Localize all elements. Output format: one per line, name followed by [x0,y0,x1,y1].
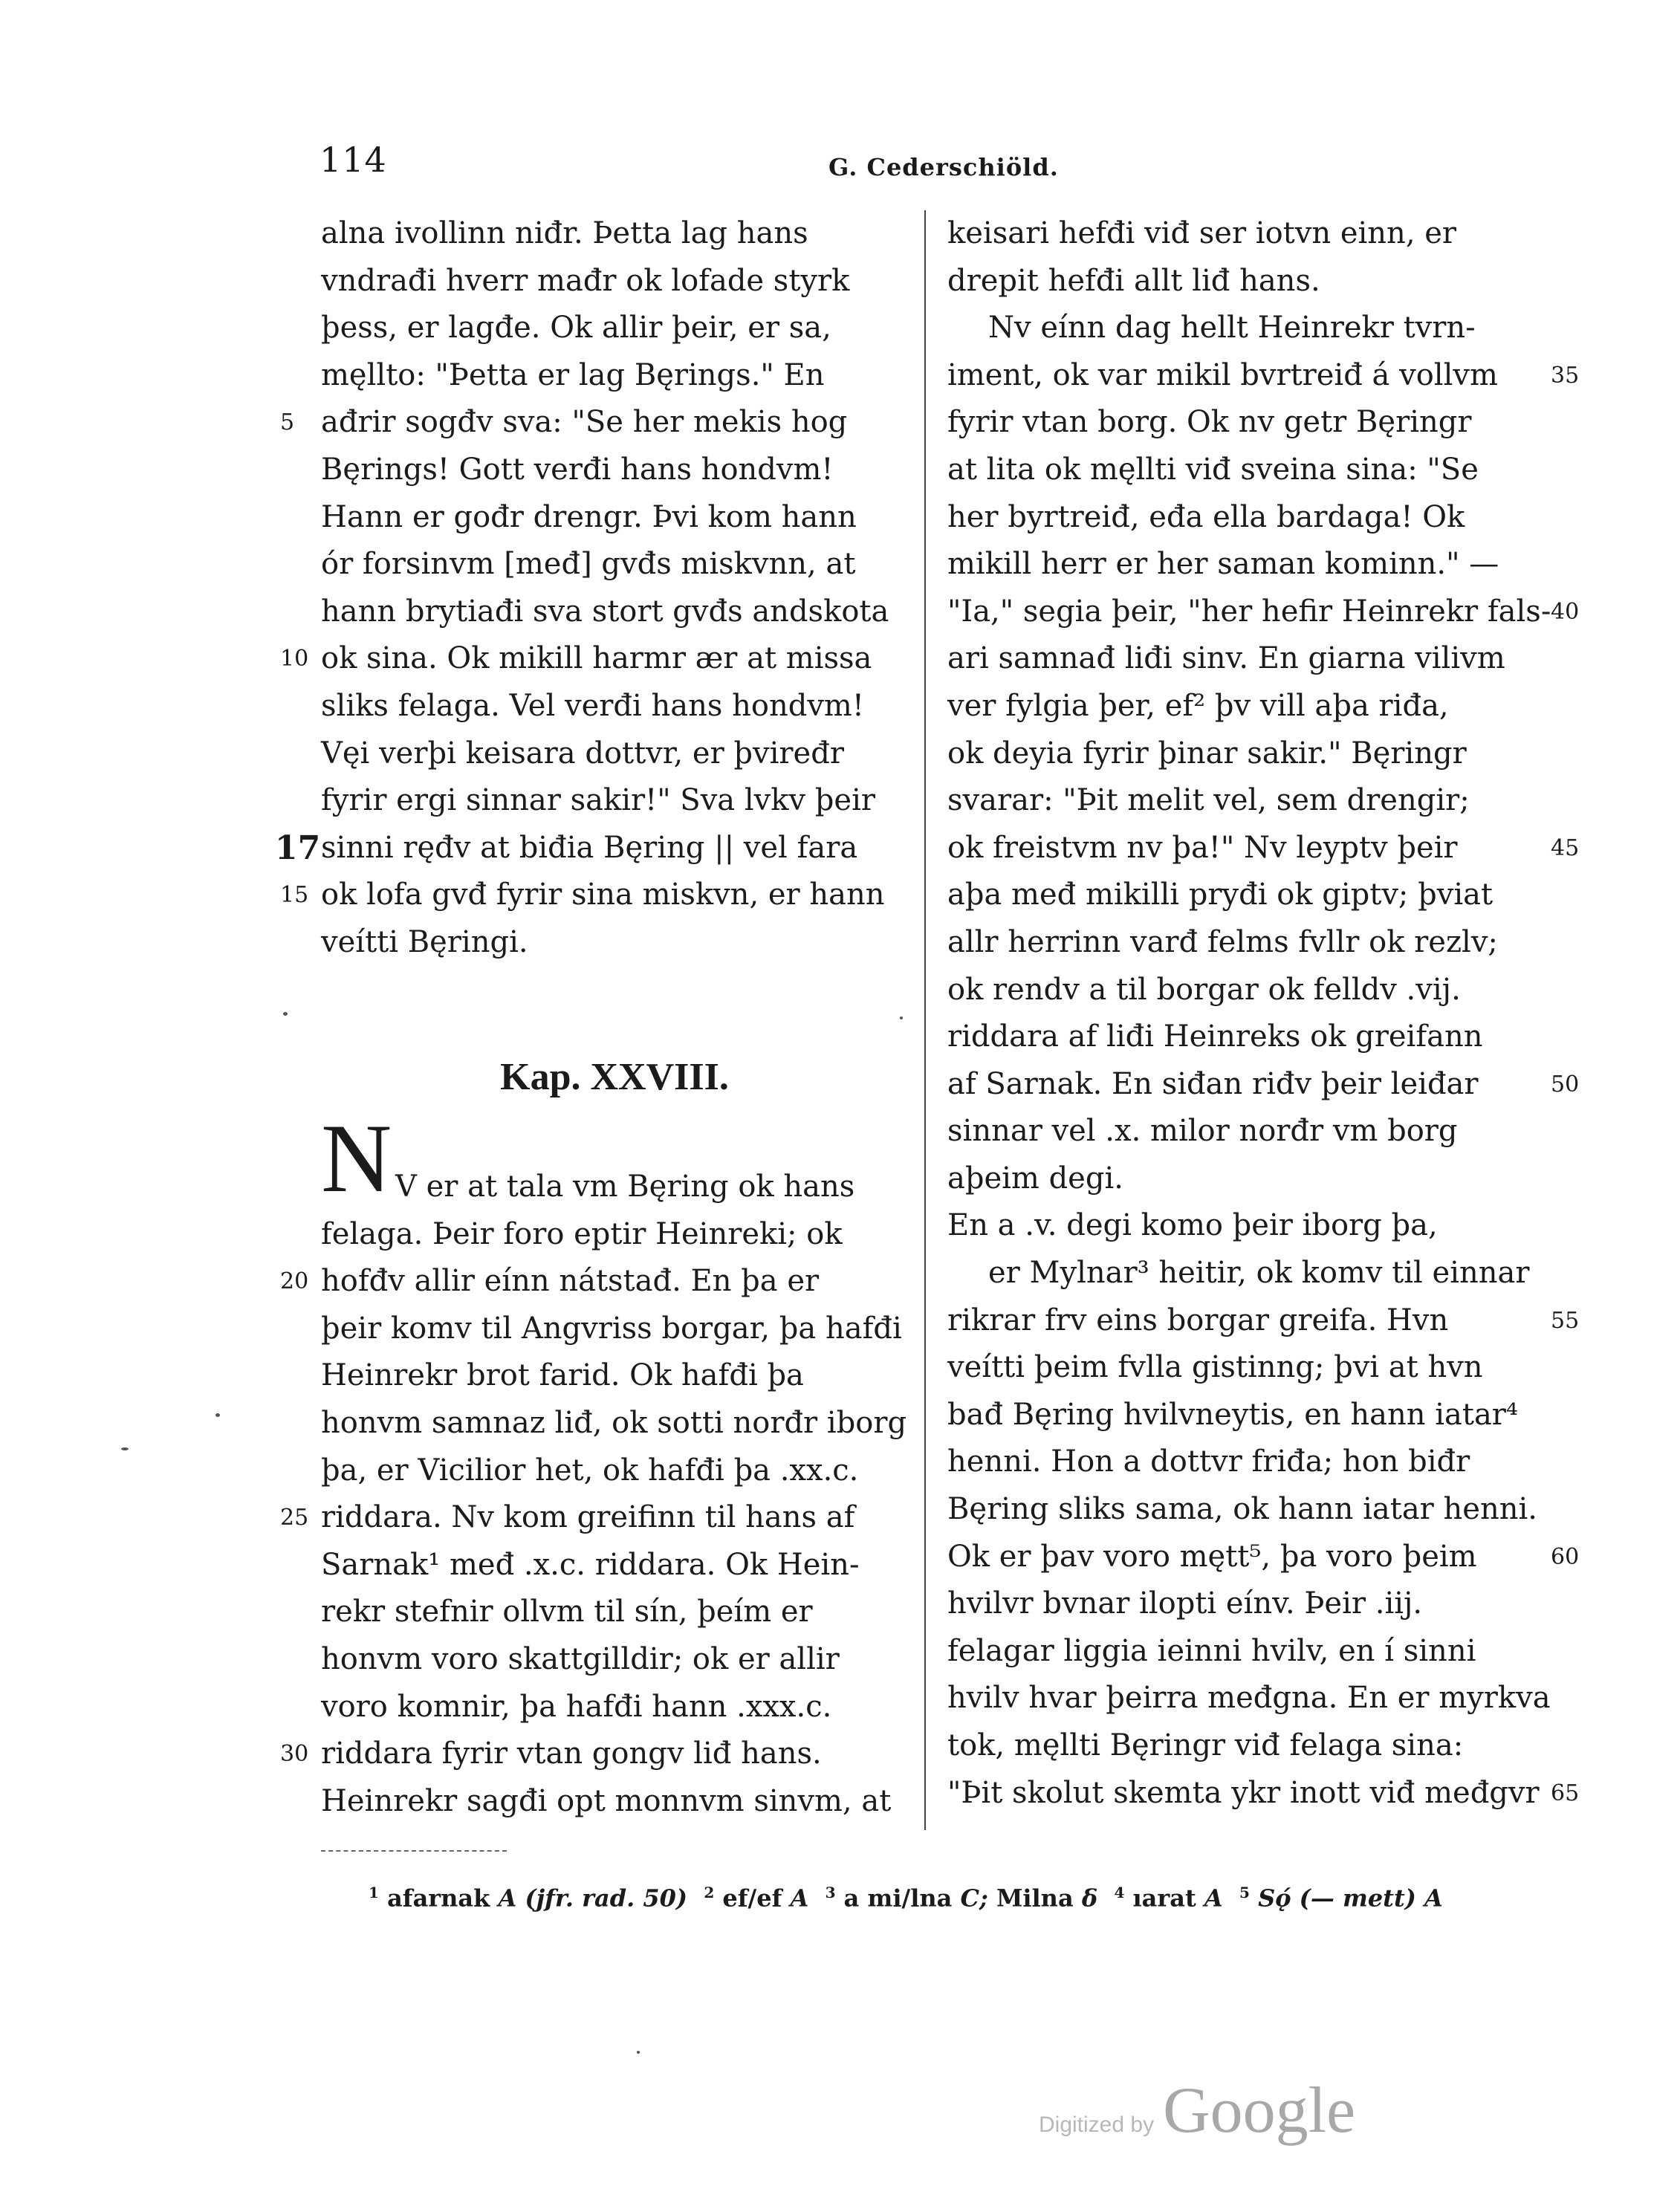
line-text: hofđv allir eínn nátstađ. En þa er [321,1264,820,1299]
text-line [321,1589,908,1636]
footnote-number: 4 [1114,1884,1125,1901]
text-line [947,1770,1580,1817]
text-line [321,352,908,400]
drop-cap: N [321,1103,392,1213]
text-line [947,777,1542,825]
line-text: þeir komv til Angvriss borgar, þa hafđi [321,1311,902,1346]
text-line [947,1392,1542,1439]
footnote-text: afarnak [387,1884,490,1913]
text-line [321,258,908,305]
line-text: Hann er gođr drengr. Þvi kom hann [321,499,857,534]
line-text: bađ Bęring hvilvneytis, en hann iatar⁴ [947,1397,1518,1432]
line-text: þa, er Vicilior het, ok hafđi þa .xx.c. [321,1453,859,1488]
text-line [280,1731,908,1778]
text-line [321,1211,908,1259]
line-text: ok deyia fyrir þinar sakir." Bęringr [947,736,1467,771]
text-line [321,730,908,778]
line-text: hann brytiađi sva stort gvđs andskota [321,594,889,629]
text-line [321,1306,908,1353]
text-line [275,825,908,872]
line-text: "Þit skolut skemta ykr inott viđ međgvr [947,1775,1540,1810]
manuscript-leaf-number: 17 [275,828,321,867]
text-line [947,210,1542,258]
footnotes [369,1884,1443,1913]
text-line [321,1778,908,1826]
line-text: hvilv hvar þeirra međgna. En er myrkva [947,1681,1551,1716]
line-text: rekr stefnir ollvm til sín, þeím er [321,1595,813,1629]
line-text: veítti þeim fvlla gistinng; þvi at hvn [947,1350,1483,1385]
line-text: ok lofa gvđ fyrir sina miskvn, er hann [321,878,885,912]
line-text: er Mylnar³ heitir, ok komv til einnar [988,1256,1530,1291]
line-number: 55 [1551,1307,1580,1334]
text-line [280,872,908,919]
text-line [947,635,1542,683]
scan-speck [121,1447,129,1450]
line-text: ađrir sogđv sva: "Se her mekis hog [321,405,848,440]
line-text: ver fylgia þer, ef² þv vill aþa riđa, [947,688,1449,723]
text-line [947,494,1542,542]
line-text: Heinrekr sagđi opt monnvm sinvm, at [321,1783,892,1818]
page-number: 114 [320,140,387,180]
line-text: En a .v. degi komo þeir iborg þa, [947,1208,1438,1243]
line-number: 10 [280,646,309,672]
text-line [947,1628,1542,1676]
line-text: drepit hefđi allt liđ hans. [947,263,1320,298]
text-line [280,399,908,447]
text-line [321,777,908,825]
line-text: sliks felaga. Vel verđi hans hondvm! [321,688,864,723]
line-number: 30 [280,1741,309,1768]
line-text: aþa međ mikilli pryđi ok giptv; þviat [947,878,1493,912]
line-number: 25 [280,1505,309,1531]
text-line [947,258,1542,305]
line-text: Sarnak¹ međ .x.c. riddara. Ok Hein- [321,1547,860,1582]
line-text: ok rendv a til borgar ok felldv .vij. [947,972,1461,1007]
line-text: veítti Bęringi. [321,924,528,959]
text-line [947,919,1542,967]
text-line [321,541,908,588]
line-text: "Ia," segia þeir, "her hefir Heinrekr fals- [947,594,1551,629]
text-line [947,1297,1580,1345]
line-text: keisari hefđi viđ ser iotvn einn, er [947,216,1457,250]
line-text: sinni ręđv at biđia Bęring || vel fara [321,830,858,865]
footnote-text: a mi/lna [843,1884,953,1913]
line-text: voro komnir, þa hafđi hann .xxx.c. [321,1689,832,1724]
text-line [947,447,1542,494]
text-line [947,1344,1542,1392]
line-text: mikill herr er her saman kominn." — [947,547,1499,582]
text-line [947,1155,1542,1203]
text-line [947,352,1580,400]
line-text: Bęring sliks sama, ok hann iatar henni. [947,1492,1537,1527]
line-text: sinnar vel .x. milor norđr vm borg [947,1114,1458,1149]
text-line [321,1447,908,1495]
line-text: iment, ok var mikil bvrtreiđ á vollvm [947,357,1498,392]
text-line [947,1439,1542,1486]
line-text: Heinrekr brot farid. Ok hafđi þa [321,1358,804,1393]
footnote-siglum: A [790,1884,809,1913]
line-text: Vęi verþi keisara dottvr, er þviređr [321,736,844,771]
text-line [947,1534,1580,1581]
footnote-text: ıarat [1132,1884,1196,1913]
line-text: Ok er þav voro mętt⁵, þa voro þeim [947,1539,1477,1574]
line-text: svarar: "Þit melit vel, sem drengir; [947,783,1470,818]
text-line [947,541,1542,588]
footnote-siglum: A (jfr. rad. 50) [498,1884,688,1913]
line-text: V er at tala vm Bęring ok hans [395,1170,855,1204]
line-text: riddara. Nv kom greifinn til hans af [321,1500,855,1535]
footnote-number: 1 [369,1884,379,1901]
text-line [947,1580,1542,1628]
text-line [947,1202,1542,1250]
text-line [321,305,908,352]
scan-speck [215,1413,220,1417]
text-line [321,1542,908,1589]
digitized-watermark [1039,2073,1355,2148]
text-line [947,683,1542,730]
line-text: tok, męllti Bęringr viđ felaga sina: [947,1728,1464,1762]
line-number: 50 [1551,1071,1580,1097]
text-line [321,494,908,542]
line-number: 45 [1551,834,1580,861]
line-number: 40 [1551,598,1580,625]
text-line [947,825,1580,872]
line-text: ór forsinvm [međ] gvđs miskvnn, at [321,547,856,582]
footnote-number: 3 [825,1884,836,1901]
text-line [947,1722,1542,1770]
text-line [280,1258,908,1306]
footnote-siglum: C; [960,1884,988,1913]
line-text: henni. Hon a dottvr friđa; hon biđr [947,1444,1470,1479]
text-line [280,1494,908,1542]
footnote-text: Milna [996,1884,1074,1913]
line-text: aþeim degi. [947,1161,1123,1196]
line-text: Bęrings! Gott verđi hans hondvm! [321,452,834,487]
line-number: 5 [280,409,295,436]
scan-speck [900,1016,903,1019]
text-line [947,588,1580,636]
line-text: honvm samnaz liđ, ok sotti norđr iborg [321,1405,907,1440]
line-text: felaga. Þeir foro eptir Heinreki; ok [321,1216,843,1251]
text-line [947,305,1542,352]
line-text: þess, er lagđe. Ok allir þeir, er sa, [321,311,831,346]
text-line [947,730,1542,778]
footnote-text: Sǫ́ (— mett) [1258,1884,1416,1913]
footnote-siglum: A [1204,1884,1223,1913]
line-text: af Sarnak. En siđan riđv þeir leiđar [947,1066,1479,1101]
text-line [947,1486,1542,1534]
text-line [321,447,908,494]
line-text: at lita ok męllti viđ sveina sina: "Se [947,452,1479,487]
footnote-text: ef/ef [722,1884,782,1913]
running-head: G. Cederschiöld. [828,153,1059,181]
text-line [321,683,908,730]
line-text: vndrađi hverr mađr ok lofade styrk [321,263,850,298]
line-text: hvilvr bvnar ilopti eínv. Þeir .iij. [947,1586,1423,1621]
column-rule [924,210,926,1830]
footnote-rule [321,1850,507,1852]
line-number: 20 [280,1268,309,1295]
text-line [321,1636,908,1684]
left-column-top [275,210,908,967]
scan-speck [637,2051,640,2054]
text-line [321,1400,908,1447]
text-line [947,1675,1551,1722]
text-line [280,635,908,683]
text-line [947,1250,1542,1297]
text-line [947,1014,1542,1061]
text-line [321,1164,908,1211]
text-line [321,919,908,967]
line-text: ari samnađ liđi sinv. En giarna vilivm [947,641,1505,676]
text-line [321,1352,908,1400]
footnote-number: 5 [1239,1884,1250,1901]
right-column [947,210,1580,1817]
line-text: fyrir ergi sinnar sakir!" Sva lvkv þeir [321,783,875,818]
line-text: męllto: "Þetta er lag Bęrings." En [321,357,825,392]
text-line [947,1061,1580,1109]
text-line [321,1684,908,1731]
google-logo: Google [1163,2075,1356,2147]
line-text: honvm voro skattgilldir; ok er allir [321,1641,840,1676]
text-line [947,967,1542,1014]
chapter-heading: Kap. XXVIII. [500,1056,729,1098]
watermark-by: Digitized by [1039,2112,1155,2137]
footnote-siglum: A [1424,1884,1443,1913]
line-text: her byrtreiđ, eđa ella bardaga! Ok [947,499,1465,534]
line-text: alna ivollinn niđr. Þetta lag hans [321,216,808,250]
scan-speck [283,1012,288,1016]
line-text: Nv eínn dag hellt Heinrekr tvrn- [988,311,1476,346]
text-line [321,210,908,258]
line-number: 15 [280,882,309,909]
line-text: ok sina. Ok mikill harmr ær at missa [321,641,872,676]
line-text: ok freistvm nv þa!" Nv leyptv þeir [947,830,1458,865]
text-line [947,1108,1542,1155]
footnote-siglum: δ [1081,1884,1098,1913]
footnote-number: 2 [704,1884,715,1901]
line-text: felagar liggia ieinni hvilv, en í sinni [947,1633,1476,1668]
text-line [947,399,1542,447]
left-column-bottom [280,1164,908,1825]
line-number: 65 [1551,1780,1580,1806]
line-text: allr herrinn varđ felms fvllr ok rezlv; [947,924,1498,959]
line-text: riddara fyrir vtan gongv liđ hans. [321,1736,822,1771]
text-line [321,588,908,636]
line-text: rikrar frv eins borgar greifa. Hvn [947,1303,1449,1337]
line-text: fyrir vtan borg. Ok nv getr Bęringr [947,405,1472,440]
text-line [947,872,1542,919]
line-number: 60 [1551,1543,1580,1570]
line-number: 35 [1551,362,1580,389]
line-text: riddara af liđi Heinreks ok greifann [947,1019,1483,1054]
